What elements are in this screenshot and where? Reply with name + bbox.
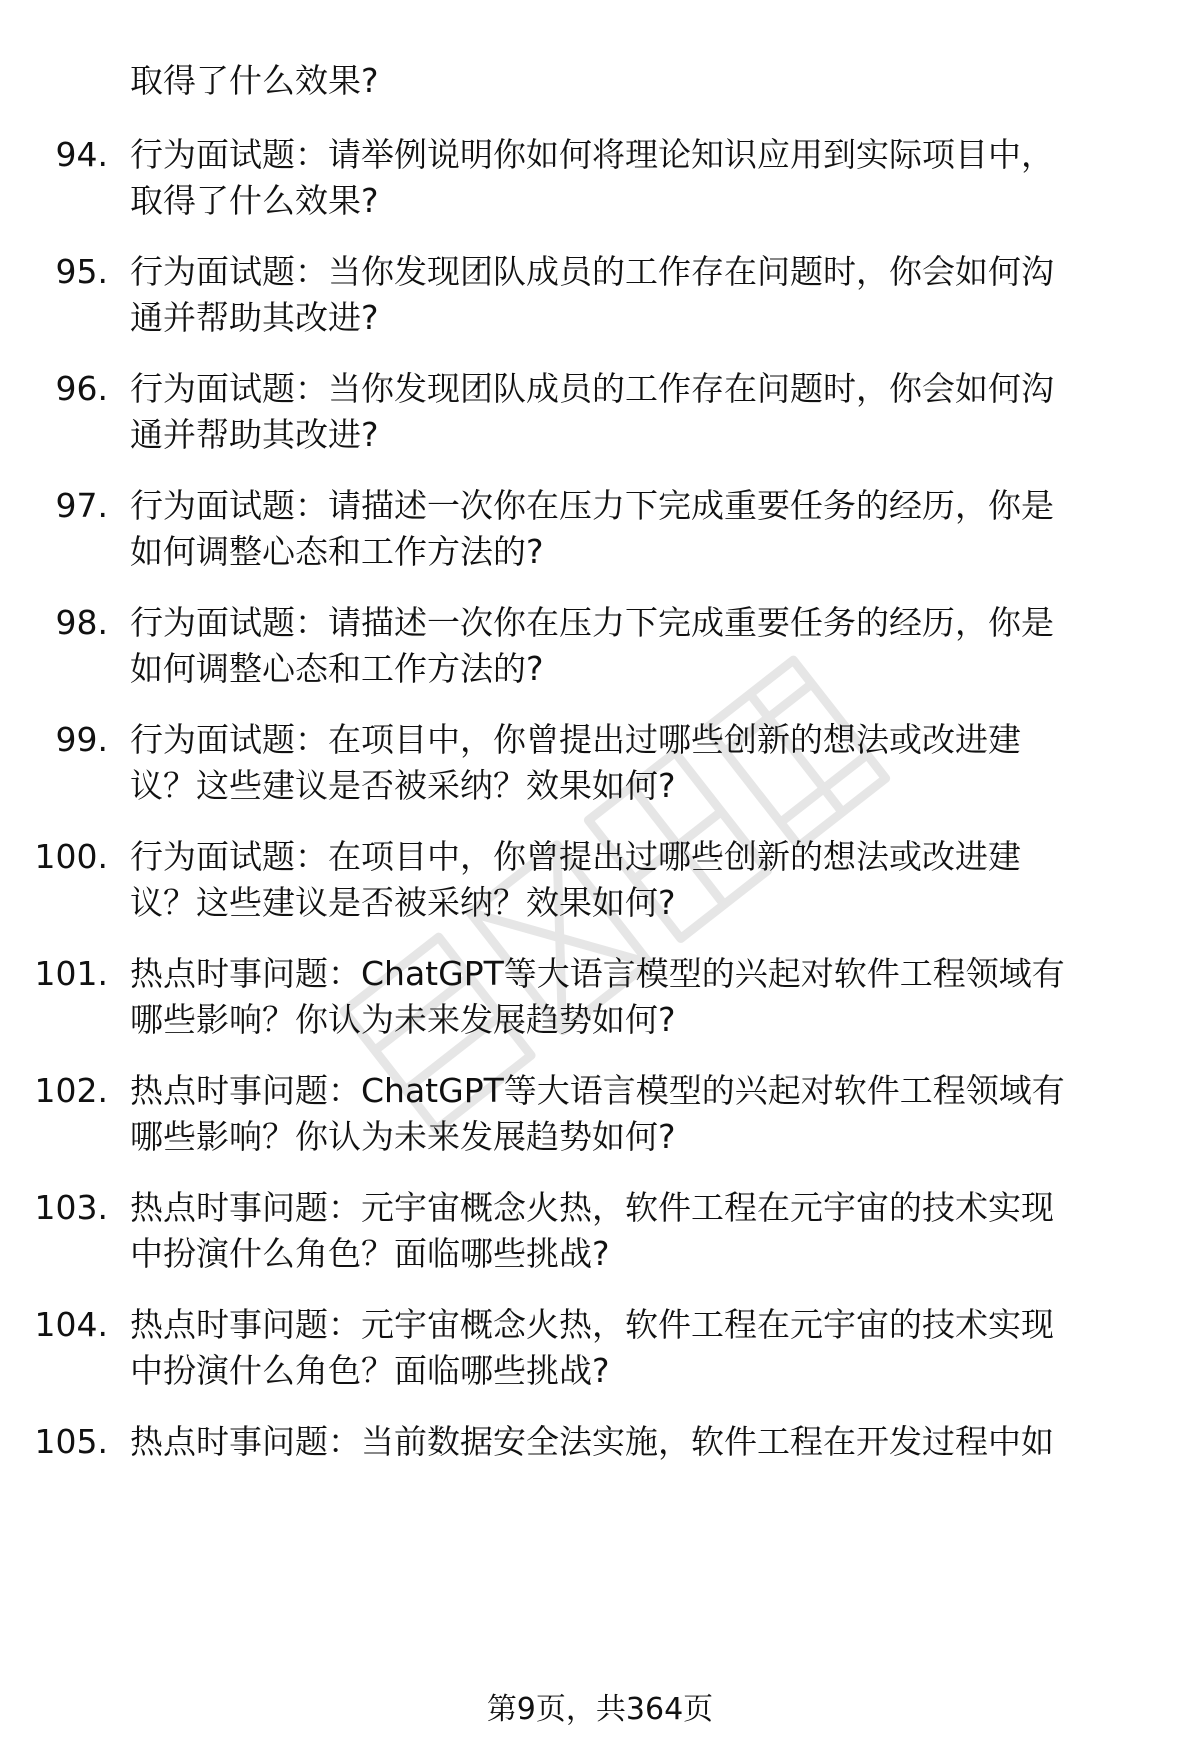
list-item [0, 1302, 1200, 1402]
question-text-line2: 如何调整心态和工作方法的? [130, 649, 544, 688]
list-item [0, 1068, 1200, 1168]
question-text-line2: 议？这些建议是否被采纳？效果如何? [130, 883, 676, 922]
list-item [0, 1185, 1200, 1285]
question-text-line2: 通并帮助其改进? [130, 298, 379, 337]
list-item [0, 600, 1200, 700]
question-number: 104. [34, 1305, 108, 1344]
question-number: 95. [55, 252, 108, 291]
question-text-line1: 行为面试题：请举例说明你如何将理论知识应用到实际项目中， [130, 135, 1054, 174]
question-text-line1: 行为面试题：请描述一次你在压力下完成重要任务的经历，你是 [130, 603, 1054, 642]
question-text-line1: 热点时事问题：当前数据安全法实施，软件工程在开发过程中如 [130, 1422, 1054, 1461]
question-text-line1: 行为面试题：请描述一次你在压力下完成重要任务的经历，你是 [130, 486, 1054, 525]
list-item [0, 834, 1200, 934]
list-item [0, 249, 1200, 349]
question-text-line2: 如何调整心态和工作方法的? [130, 532, 544, 571]
list-item [0, 717, 1200, 817]
question-number: 99. [55, 720, 108, 759]
page-footer: 第9页，共364页 [486, 1692, 714, 1727]
question-text-line2: 哪些影响？你认为未来发展趋势如何? [130, 1000, 676, 1039]
question-text-line2: 议？这些建议是否被采纳？效果如何? [130, 766, 676, 805]
question-number: 96. [55, 369, 108, 408]
question-number: 103. [34, 1188, 108, 1227]
question-text-line1: 行为面试题：当你发现团队成员的工作存在问题时，你会如何沟 [130, 252, 1054, 291]
question-text-line2: 取得了什么效果? [130, 181, 379, 220]
question-text-line1: 行为面试题：当你发现团队成员的工作存在问题时，你会如何沟 [130, 369, 1054, 408]
question-number: 97. [55, 486, 108, 525]
list-item [0, 132, 1200, 232]
list-item [0, 483, 1200, 583]
list-item [0, 366, 1200, 466]
question-text-line1: 热点时事问题：ChatGPT等大语言模型的兴起对软件工程领域有 [130, 1071, 1065, 1110]
list-item [0, 951, 1200, 1051]
question-number: 98. [55, 603, 108, 642]
continuation-text: 取得了什么效果? [130, 61, 379, 100]
question-number: 102. [34, 1071, 108, 1110]
question-text-line2: 通并帮助其改进? [130, 415, 379, 454]
question-number: 105. [34, 1422, 108, 1461]
question-text-line2: 哪些影响？你认为未来发展趋势如何? [130, 1117, 676, 1156]
question-number: 101. [34, 954, 108, 993]
list-item [0, 1419, 1200, 1519]
question-text-line2: 中扮演什么角色？面临哪些挑战? [130, 1234, 610, 1273]
question-number: 94. [55, 135, 108, 174]
question-text-line1: 行为面试题：在项目中，你曾提出过哪些创新的想法或改进建 [130, 837, 1021, 876]
question-text-line2: 中扮演什么角色？面临哪些挑战? [130, 1351, 610, 1390]
question-number: 100. [34, 837, 108, 876]
question-text-line1: 热点时事问题：元宇宙概念火热，软件工程在元宇宙的技术实现 [130, 1188, 1054, 1227]
question-text-line1: 热点时事问题：ChatGPT等大语言模型的兴起对软件工程领域有 [130, 954, 1065, 993]
question-text-line1: 行为面试题：在项目中，你曾提出过哪些创新的想法或改进建 [130, 720, 1021, 759]
question-text-line1: 热点时事问题：元宇宙概念火热，软件工程在元宇宙的技术实现 [130, 1305, 1054, 1344]
